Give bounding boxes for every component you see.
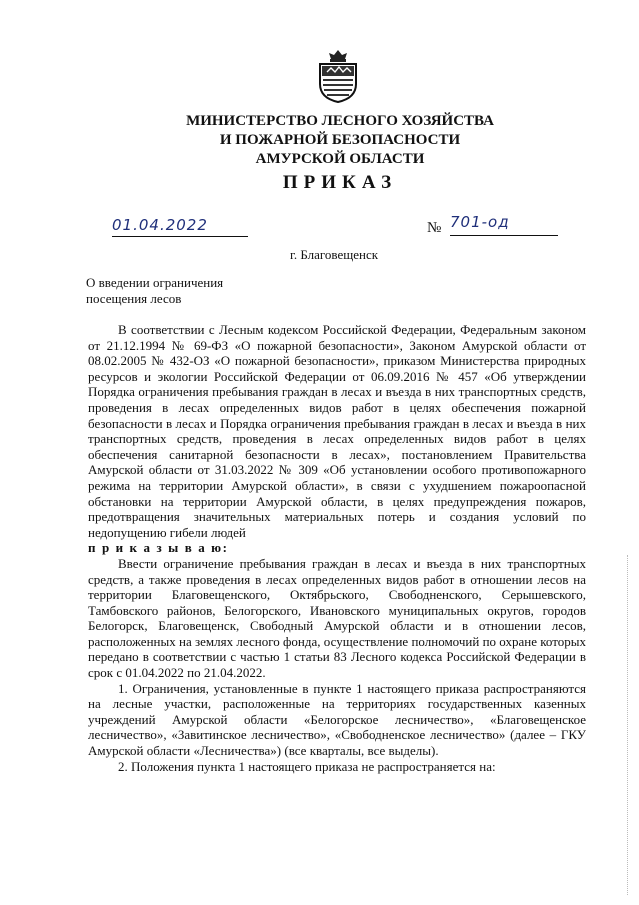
coat-of-arms-icon [315, 46, 361, 104]
decree-word: п р и к а з ы в а ю: [88, 540, 229, 556]
number-label: № [427, 220, 442, 236]
document-body [88, 322, 586, 774]
item-2-paragraph: 2. Положения пункта 1 настоящего приказа не распространяется на: [118, 758, 496, 774]
document-title: ПРИКАЗ [282, 172, 398, 193]
handwritten-date: 01.04.2022 [112, 216, 208, 234]
ministry-line-1: МИНИСТЕРСТВО ЛЕСНОГО ХОЗЯЙСТВА [186, 113, 494, 129]
ministry-line-3: АМУРСКОЙ ОБЛАСТИ [255, 151, 425, 167]
item-1-paragraph: 1. Ограничения, установленные в пункте 1 настоящего приказа распространяются на лесные участки, расположенные на территориях государственных казенных учреждений Амурской области «Белогорское лесничество», «Благовещенское лесничество», «Завитинское лесничество», «Свободненское лесничество» (далее – ГКУ Амурской области «Лесничества») (все кварталы, все выделы). [88, 680, 586, 759]
ministry-line-2: И ПОЖАРНОЙ БЕЗОПАСНОСТИ [219, 132, 461, 148]
ministry-name [120, 112, 560, 169]
city: г. Благовещенск [290, 247, 379, 262]
subject-line-2: посещения лесов [86, 291, 182, 306]
main-paragraph: Ввести ограничение пребывания граждан в лесах и въезда в них транспортных средств, а также проведения в лесах определенных видов работ в отношении лесов на территории Благовещенского, Октябрьского, Свободненского, Серышевского, Тамбовского районов, Белогорского, Ивановского муниципальных округов, городов Белогорск, Благовещенск, Свободный Амурской области и в отношении лесов, расположенных на землях лесного фонда, осуществление полномочий по охране которых передано в соответствии с частью 1 статьи 83 Лесного кодекса Российской Федерации в срок с 01.04.2022 по 21.04.2022. [88, 555, 586, 681]
number-underline [450, 235, 558, 236]
preamble-paragraph: В соответствии с Лесным кодексом Российской Федерации, Федеральным законом от 21.12.1994 № 69-ФЗ «О пожарной безопасности», Законом Амурской области от 08.02.2005 № 432-ОЗ «О пожарной безопасности», приказом Министерства природных ресурсов и экологии Российской Федерации от 06.09.2016 № 457 «Об утверждении Порядка ограничения пребывания граждан в лесах и въезда в них транспортных средств, проведения в лесах определенных видов работ в целях обеспечения пожарной безопасности в лесах и Порядка ограничения пребывания граждан в лесах и въезда в них транспортных средств, проведения в лесах определенных видов работ в целях обеспечения санитарной безопасности в лесах», постановлением Правительства Амурской области от 31.03.2022 № 309 «Об установлении особого противопожарного режима на территории Амурской области», в связи с ухудшением пожароопасной обстановки на территории Амурской области, в целях предупреждения пожаров, предотвращения значительных материальных потерь и создания условий по недопущению гибели людей [88, 322, 586, 540]
date-underline [112, 236, 248, 237]
subject-line-1: О введении ограничения [86, 275, 224, 290]
handwritten-number: 701-од [450, 213, 510, 231]
scan-edge-mark [627, 555, 636, 895]
subject [86, 275, 223, 307]
